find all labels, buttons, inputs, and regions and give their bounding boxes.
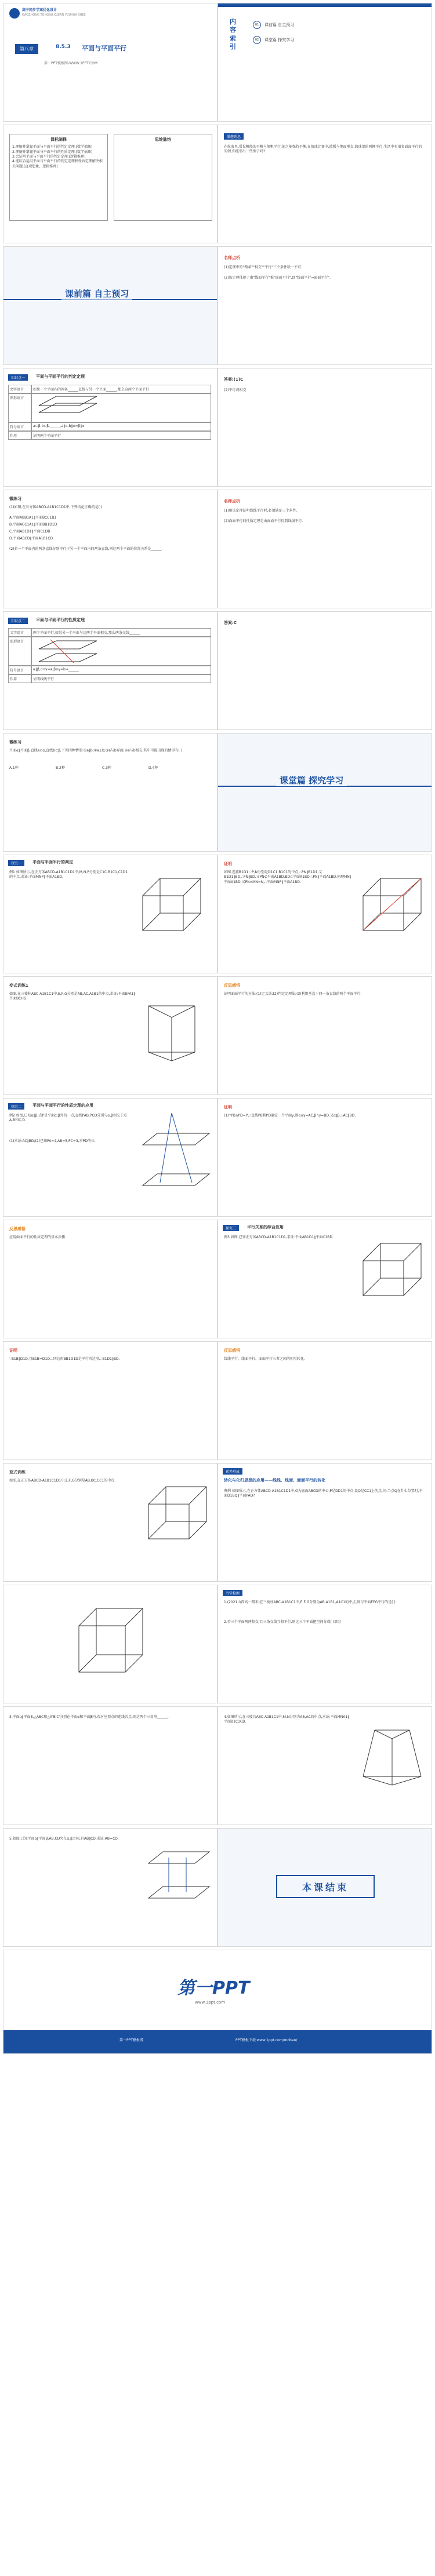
example-text: 例1 如图所示,在正方体ABCD-A1B1C1D1中,M,N,P分别是C1C,B1C1,C1D1的中点,求证:平面MNP∥平面A1BD. — [9, 870, 128, 880]
practice-text: 如图,在三棱柱ABC-A1B1C1中,E,F,G分别是AB,AC,A1B1的中点,求证:平面EFA1∥平面BCHG. — [9, 992, 136, 1001]
summary-slide[interactable] — [217, 1463, 432, 1582]
note-heading: 名师点析 — [224, 256, 240, 260]
row-label: 图形语言 — [8, 637, 31, 666]
k1-slide[interactable] — [3, 368, 217, 487]
tip-heading: 反思感悟 — [9, 1227, 26, 1231]
explore-tag: 探究二 — [8, 1103, 24, 1110]
explore-title: 平行关系的综合应用 — [247, 1225, 284, 1229]
example-text: 例2 如图,已知α∥β,点P是平面α,β外的一点,直线PAB,PCD分别与α,β相交于点A,B和C,D. — [9, 1114, 128, 1123]
knowledge-title: 平面与平面平行的性质定理 — [36, 618, 85, 622]
example-text: 例3 如图,已知正方体ABCD-A1B1C1D1,求证:平面AB1D1∥平面C1BD. — [224, 1235, 334, 1239]
k2-quiz-slide[interactable] — [3, 733, 217, 852]
cover-slide[interactable] — [3, 3, 217, 122]
k2-answer-slide[interactable] — [217, 611, 432, 730]
knowledge-title: 平面与平面平行的判定定理 — [36, 374, 85, 379]
row-text: α∥β,α∩γ=a,β∩γ=b⇒______ — [31, 666, 211, 674]
toc-item[interactable] — [253, 21, 427, 29]
quiz-heading: 微练习 — [9, 497, 21, 501]
answer-text: (2)平行或相交 — [224, 388, 246, 392]
tip-heading: 反思感悟 — [224, 983, 240, 988]
frustum-figure — [357, 1718, 427, 1788]
row-text: 证明线线平行 — [31, 674, 211, 683]
check-slide-1[interactable] — [217, 1585, 432, 1703]
top-bar — [218, 3, 432, 7]
figure-cell — [31, 637, 211, 666]
planes-figure — [137, 1110, 212, 1197]
goal-item: 4.能综合运用平面与平面平行的判定定理和性质定理解决相关问题.(直观想象、逻辑推理) — [12, 159, 103, 169]
section-slide-2[interactable] — [217, 733, 432, 852]
cover-title: 平面与平面平行 — [82, 45, 126, 52]
quiz-option[interactable]: C.平面AB1D1∥平面C1DB — [9, 530, 50, 534]
row-label: 作用 — [8, 674, 31, 683]
website-text: 第一PPT模板网-WWW.1PPT.COM — [44, 61, 98, 65]
note-line: (1)用该定理证明线线平行时,必须满足三个条件. — [224, 509, 298, 513]
row-label: 文字语言 — [8, 385, 31, 393]
brand-caption-left: 第一PPT模板网 — [119, 2038, 143, 2042]
quiz-option[interactable]: B.2种 — [56, 766, 65, 770]
section-number: 8.5.3 — [56, 44, 71, 50]
knowledge-tag: 知识点二 — [8, 618, 28, 624]
note-line: (1)定理中的"两条""相交""平行"三个条件缺一不可. — [224, 265, 302, 269]
explore-tag: 探究一 — [8, 860, 24, 866]
note-line: (2)面面平行的性质定理是由面面平行得到线线平行. — [224, 519, 303, 523]
quiz-option[interactable]: A.1种 — [9, 766, 19, 770]
toc-heading: 内容索引 — [230, 18, 236, 50]
goal-item: 2.理解并掌握平面与平面平行的性质定理.(数学抽象) — [12, 149, 93, 154]
brand-caption-right[interactable]: PPT模板下载:www.1ppt.com/moban/ — [235, 2038, 298, 2042]
quiz-option[interactable]: D.4种 — [148, 766, 158, 770]
mindmap-heading: 思维脉络 — [155, 137, 171, 142]
quiz-question: 平面α∥平面β,直线a⊂α,直线b⊂β,下列四种情形:①a∥b;②a⊥b;③a与b异面;④a与b相交,其中可能出现的情形有( ) — [9, 749, 183, 753]
k1-note-slide[interactable] — [217, 246, 432, 365]
ex1-practice-slide[interactable] — [3, 976, 217, 1095]
ex3-tip-slide[interactable] — [217, 1341, 432, 1460]
check-item: 2.若三个平面两两相交,且三条交线互相平行,则这三个平面把空间分成( )部分 — [224, 1620, 342, 1624]
logo-subtext: GAOZHONG TONGBU XUEAN YOUHUA SHEJI — [22, 13, 86, 17]
ex2-slide[interactable] — [3, 1098, 217, 1217]
row-text: 如果一个平面内的两条______直线与另一个平面______,那么这两个平面平行 — [31, 385, 211, 393]
activity-slide[interactable] — [217, 125, 432, 243]
quiz-option[interactable]: B.平面ACC1A1∥平面BB1D1D — [9, 523, 57, 527]
toc-item[interactable] — [253, 36, 427, 44]
planes-figure — [143, 1840, 212, 1910]
practice-text: 如图,在正方体ABCD-A1B1C1D1中,E,F,G分别是AB,BC,CC1的中点. — [9, 1479, 116, 1483]
row-label: 图形语言 — [8, 393, 31, 422]
quiz-option[interactable]: D.平面ABCD∥平面A1B1CD — [9, 537, 53, 541]
figure-cell — [31, 393, 211, 422]
plane-figure — [33, 638, 103, 664]
cube-figure — [73, 1597, 148, 1684]
explore-title: 平面与平面平行的性质定理的应用 — [32, 1103, 93, 1108]
definition-table — [8, 628, 211, 683]
section-title: 课堂篇 探究学习 — [276, 774, 347, 786]
k2-note-slide[interactable] — [217, 490, 432, 608]
check-item: 4.如图所示,在三棱台ABC-A1B1C1中,M,N分别为AB,AC的中点,求证:平面MNA1∥平面B1C1CB. — [224, 1715, 350, 1724]
knowledge-tag: 知识点一 — [8, 374, 28, 381]
cube-figure — [357, 873, 427, 936]
summary-title: 转化与化归思想的应用——线线、线面、面面平行的转化 — [224, 1478, 325, 1483]
ending-slide[interactable] — [217, 1828, 432, 1947]
k1-quiz-slide[interactable] — [3, 490, 217, 608]
section-title: 课前篇 自主预习 — [61, 287, 132, 300]
summary-figure-slide[interactable] — [3, 1585, 217, 1703]
row-text: 证明两个平面平行 — [31, 431, 211, 440]
check-tag: 当堂检测 — [223, 1590, 242, 1596]
mindmap-box — [114, 134, 212, 221]
example-question: (1)求证:AC∥BD;(2)已知PA=4,AB=5,PC=3,求PD的长. — [9, 1139, 96, 1143]
practice-heading: 变式训练 — [9, 1470, 26, 1475]
proof-heading: 证明 — [224, 862, 232, 866]
goals-heading: 课标阐释 — [50, 137, 67, 142]
check-item: 3.平面α∥平面β,△ABC和△A'B'C'分别在平面α和平面β内,若对应顶点的连线共点,则这两个三角形______. — [9, 1715, 169, 1719]
proof-text: (1)∵PB∩PD=P,∴直线PB和PD确定一个平面γ,则α∩γ=AC,β∩γ=BD.又α∥β,∴AC∥BD. — [224, 1114, 356, 1118]
row-text: 两个平面平行,如果另一个平面与这两个平面相交,那么两条交线______ — [31, 628, 211, 637]
goal-item: 3.会证明平面与平面平行的判定定理.(逻辑推理) — [12, 154, 86, 159]
answer-text: 答案:C — [224, 621, 237, 625]
tip-text: 证明面面平行的方法:(1)定义法;(2)判定定理法;(3)利用垂直于同一条直线的两个平面平行. — [224, 992, 362, 996]
prism-figure — [143, 994, 206, 1064]
check-slide-3[interactable] — [217, 1706, 432, 1825]
quiz-question: (1)如图,在长方体ABCD-A1B1C1D1中,下列结论正确的是( ) — [9, 505, 103, 509]
brand-url[interactable]: www.1ppt.com — [195, 2000, 226, 2005]
quiz-option[interactable]: C.3种 — [102, 766, 111, 770]
ending-text: 本课结束 — [302, 1881, 349, 1893]
ending-box — [276, 1875, 375, 1898]
tip-heading: 反思感悟 — [224, 1348, 240, 1353]
quiz-tail: (2)若一个平面内的两条直线分别平行于另一个平面内的两条直线,则这两个平面的位置关系是______. — [9, 547, 163, 551]
ex2-tip-slide[interactable] — [3, 1220, 217, 1338]
ex3-practice-slide[interactable] — [3, 1463, 217, 1582]
note-heading: 名师点析 — [224, 499, 240, 503]
ex1-tip-slide[interactable] — [217, 976, 432, 1095]
practice-heading: 变式训练1 — [9, 983, 28, 988]
activity-tag: 激趣诱思 — [224, 133, 244, 140]
definition-table — [8, 385, 211, 440]
activity-text: 在航海里,常见帆船的平帆与船帆平行,使之能保持平衡.在篮球比赛中,篮板与地面垂直,篮球架的两侧平行.生活中有很多面面平行的实例,你能举出一些例子吗? — [224, 145, 422, 154]
toc-label: 课堂篇 探究学习 — [264, 37, 295, 42]
row-label: 符号语言 — [8, 422, 31, 431]
explore-title: 平面与平面平行的判定 — [32, 860, 73, 864]
proof-heading: 证明 — [9, 1348, 17, 1353]
toc-number: 02 — [253, 36, 261, 44]
check-item: 5.如图,已知平面α∥平面β,AB,CD夹在α,β之间,且AB∥CD,求证:AB=CD. — [9, 1837, 119, 1841]
ex3-slide[interactable] — [217, 1220, 432, 1338]
tip-text: 应用面面平行的性质定理的基本步骤. — [9, 1235, 66, 1239]
goals-slide[interactable] — [3, 125, 217, 243]
note-line: (2)该定理体现了由"线面平行"推"面面平行",即"线面平行⇒面面平行". — [224, 276, 331, 280]
proof-text: ∵B1B∥D1D,且B1B=D1D,∴四边形BB1D1D是平行四边形,∴B1D1∥BD. — [9, 1357, 120, 1361]
goal-item: 1.理解并掌握平面与平面平行的判定定理.(数学抽象) — [12, 145, 93, 149]
row-text: a⊂β,b⊂β,______,a∥α,b∥α⇒β∥α — [31, 422, 211, 431]
section-slide-1[interactable] — [3, 246, 217, 365]
brand-slide[interactable] — [3, 1950, 432, 2054]
plane-figure — [33, 395, 103, 421]
cube-figure — [357, 1238, 427, 1301]
cube-figure — [137, 873, 206, 936]
row-label: 符号语言 — [8, 666, 31, 674]
k1-answer-slide[interactable] — [217, 368, 432, 487]
proof-heading: 证明 — [224, 1105, 232, 1110]
explore-tag: 探究三 — [223, 1225, 239, 1231]
ex3-proof-slide[interactable] — [3, 1341, 217, 1460]
toc-slide[interactable] — [217, 3, 432, 122]
quiz-option[interactable]: A.平面ABB1A1∥平面BCC1B1 — [9, 516, 57, 520]
logo-text: 高中同步学案优化设计 — [22, 8, 57, 12]
chapter-badge: 第八章 — [15, 44, 38, 54]
goals-box — [9, 134, 108, 221]
k2-slide[interactable] — [3, 611, 217, 730]
toc-label: 课前篇 自主预习 — [264, 22, 295, 27]
logo-icon — [9, 8, 20, 19]
check-item: 1.(2021山西高一期末)在三棱柱ABC-A1B1C1中,E,F,G分别为AB,A1B1,A1C1的中点,则与平面EFG平行的是( ) — [224, 1600, 396, 1604]
toc-number: 01 — [253, 21, 261, 29]
summary-tag: 素养形成 — [223, 1468, 242, 1475]
cube-figure — [143, 1481, 212, 1545]
check-slide-4[interactable] — [3, 1828, 217, 1947]
ex1-slide[interactable] — [3, 855, 217, 973]
proof-text: 如图,连接B1D1.∵P,N分别是D1C1,B1C1的中点,∴PN∥B1D1.又B1D1∥BD,∴PN∥BD.又PN⊄平面A1BD,BD⊂平面A1BD,∴PN∥平面A1BD.同理MN∥平面A1BD.又PN∩MN=N,∴平面MNP∥平面A1BD. — [224, 870, 351, 884]
row-label: 文字语言 — [8, 628, 31, 637]
brand-footer-bar — [3, 2030, 432, 2053]
toc-list — [253, 21, 427, 44]
quiz-heading: 微练习 — [9, 740, 21, 745]
check-slide-2[interactable] — [3, 1706, 217, 1825]
ex1-proof-slide[interactable] — [217, 855, 432, 973]
brand-logo: 第一PPT — [177, 1978, 250, 1998]
ex2-proof-slide[interactable] — [217, 1098, 432, 1217]
summary-text: 典例 如图所示,在正方体ABCD-A1B1C1D1中,O为底面ABCD的中心,P是DD1的中点,设Q是CC1上的点,问:当点Q在什么位置时,平面D1BQ∥平面PAO? — [224, 1489, 423, 1498]
tip-text: 线线平行、线面平行、面面平行三者之间的相互转化. — [224, 1357, 305, 1361]
answer-heading: 答案:(1)C — [224, 377, 244, 382]
row-label: 作用 — [8, 431, 31, 440]
